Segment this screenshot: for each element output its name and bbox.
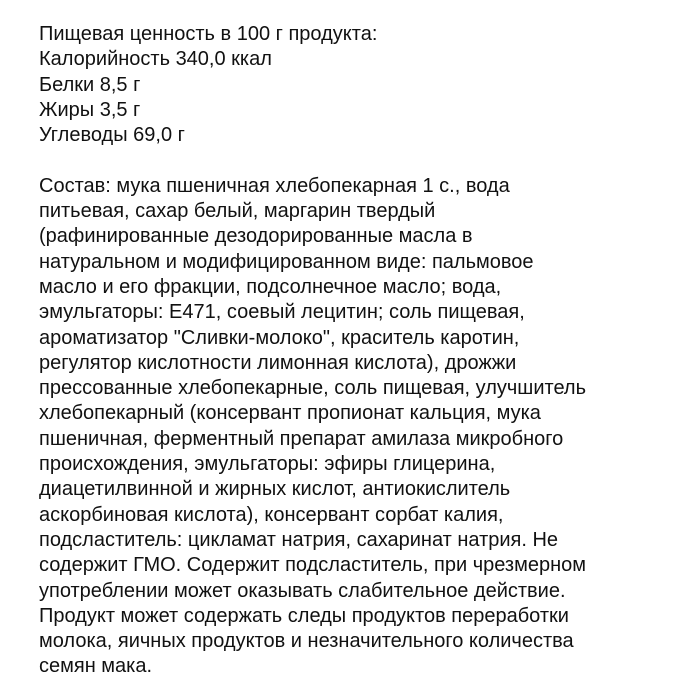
composition-line: аскорбиновая кислота), консервант сорбат калия, [39, 503, 504, 526]
composition-line: питьевая, сахар белый, маргарин твердый [39, 200, 436, 223]
composition-paragraph [39, 174, 679, 680]
composition-line: пшеничная, ферментный препарат амилаза микробного [39, 427, 564, 450]
composition-line: употреблении может оказывать слабительное действие. [39, 579, 566, 602]
composition-line: молока, яичных продуктов и незначительного количества [39, 630, 574, 653]
composition-line: Продукт может содержать следы продуктов переработки [39, 604, 569, 627]
composition-line: хлебопекарный (консервант пропионат кальция, мука [39, 402, 541, 425]
composition-line: натуральном и модифицированном виде: пальмовое [39, 250, 534, 273]
nutrition-fat: Жиры 3,5 г [39, 98, 141, 121]
product-label-text [39, 22, 679, 680]
composition-line: прессованные хлебопекарные, соль пищевая, улучшитель [39, 377, 587, 400]
composition-line: происхождения, эмульгаторы: эфиры глицерина, [39, 453, 496, 476]
nutrition-calories: Калорийность 340,0 ккал [39, 48, 272, 71]
composition-line: Состав: мука пшеничная хлебопекарная 1 с., вода [39, 174, 510, 197]
nutrition-facts [39, 22, 679, 148]
composition-line: эмульгаторы: Е471, соевый лецитин; соль пищевая, [39, 301, 525, 324]
nutrition-protein: Белки 8,5 г [39, 73, 141, 96]
composition-line: диацетилвинной и жирных кислот, антиокислитель [39, 478, 511, 501]
composition-line: семян мака. [39, 655, 153, 678]
composition-line: (рафинированные дезодорированные масла в [39, 225, 473, 248]
composition-line: подсластитель: цикламат натрия, сахаринат натрия. Не [39, 528, 559, 551]
nutrition-header: Пищевая ценность в 100 г продукта: [39, 23, 378, 45]
composition-line: содержит ГМО. Содержит подсластитель, при чрезмерном [39, 554, 587, 577]
nutrition-carbs: Углеводы 69,0 г [39, 124, 185, 147]
composition-line: масло и его фракции, подсолнечное масло; вода, [39, 275, 502, 298]
section-spacer [39, 148, 679, 173]
composition-line: регулятор кислотности лимонная кислота), дрожжи [39, 351, 517, 374]
composition-line: ароматизатор "Сливки-молоко", краситель каротин, [39, 326, 520, 349]
